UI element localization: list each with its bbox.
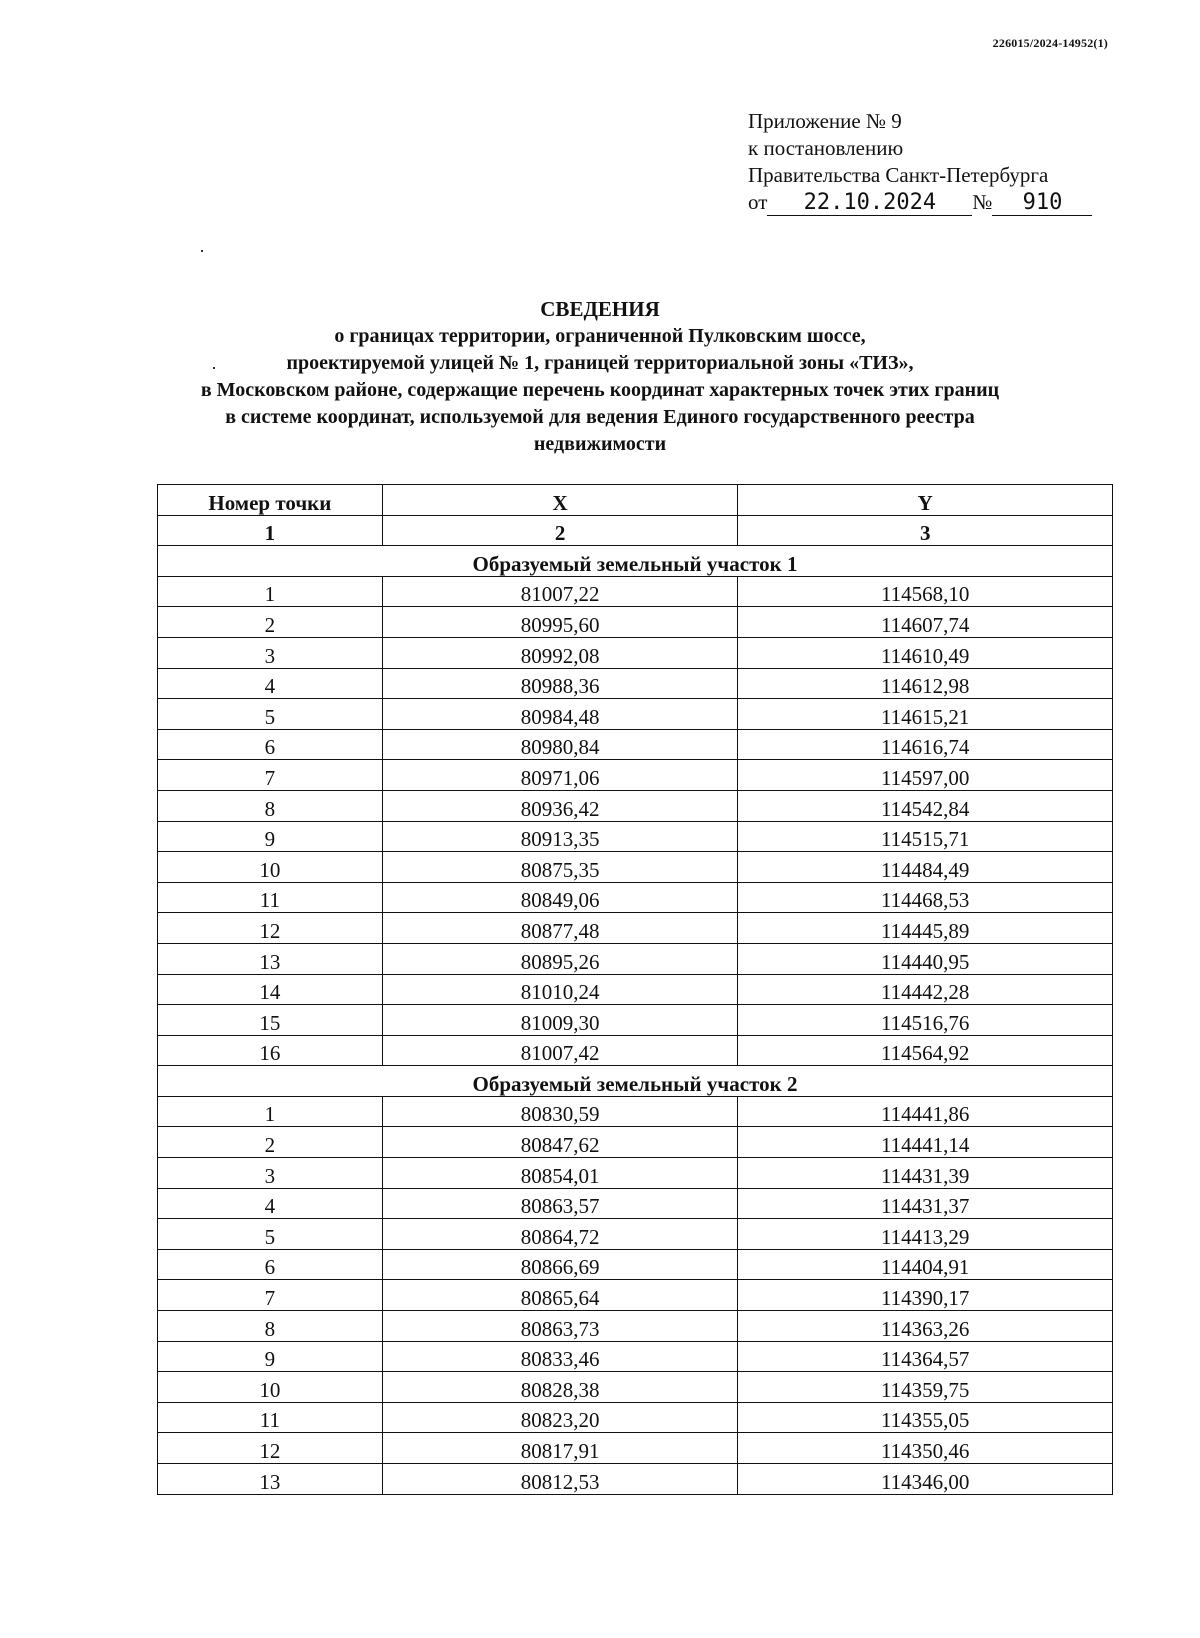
point-number-cell: 12 [158,1433,383,1464]
table-row [158,790,1113,821]
point-number-cell: 6 [158,729,383,760]
x-coordinate-cell: 80984,48 [382,699,738,730]
table-row [158,852,1113,883]
x-coordinate-cell: 80988,36 [382,668,738,699]
table-row [158,576,1113,607]
y-coordinate-cell: 114564,92 [738,1035,1113,1066]
table-row [158,668,1113,699]
point-number-cell: 13 [158,943,383,974]
column-index: 3 [738,515,1113,546]
appendix-resolution-label: к постановлению [748,136,904,160]
y-coordinate-cell: 114363,26 [738,1311,1113,1342]
table-row [158,729,1113,760]
point-number-cell: 2 [158,607,383,638]
point-number-cell: 7 [158,1280,383,1311]
table-header-row [158,485,1113,516]
x-coordinate-cell: 80936,42 [382,790,738,821]
point-number-cell: 5 [158,1219,383,1250]
y-coordinate-cell: 114607,74 [738,607,1113,638]
date-prefix: от [748,190,768,214]
point-number-cell: 15 [158,1005,383,1036]
y-coordinate-cell: 114515,71 [738,821,1113,852]
y-coordinate-cell: 114440,95 [738,943,1113,974]
table-row [158,882,1113,913]
header-y: Y [738,485,1113,516]
y-coordinate-cell: 114468,53 [738,882,1113,913]
resolution-number: 910 [992,191,1092,216]
y-coordinate-cell: 114568,10 [738,576,1113,607]
plot-header-row [158,1066,1113,1097]
table-row [158,1188,1113,1219]
title-line: о границах территории, ограниченной Пулковским шоссе, [334,325,866,347]
table-body [158,546,1113,1494]
point-number-cell: 1 [158,1096,383,1127]
coordinates-table [157,484,1113,1495]
title-line: в системе координат, используемой для ведения Единого государственного реестра [225,406,975,428]
point-number-cell: 8 [158,790,383,821]
x-coordinate-cell: 80865,64 [382,1280,738,1311]
x-coordinate-cell: 80877,48 [382,913,738,944]
table-row [158,1280,1113,1311]
table-row [158,1035,1113,1066]
title-heading: СВЕДЕНИЯ [540,297,660,321]
x-coordinate-cell: 80863,57 [382,1188,738,1219]
y-coordinate-cell: 114359,75 [738,1372,1113,1403]
x-coordinate-cell: 80817,91 [382,1433,738,1464]
x-coordinate-cell: 80823,20 [382,1402,738,1433]
x-coordinate-cell: 80828,38 [382,1372,738,1403]
appendix-block [748,108,1092,216]
table-row [158,760,1113,791]
scan-speck [201,250,203,252]
y-coordinate-cell: 114610,49 [738,637,1113,668]
y-coordinate-cell: 114431,39 [738,1158,1113,1189]
document-number: 226015/2024-14952(1) [992,36,1108,50]
table-row [158,974,1113,1005]
table-row [158,1158,1113,1189]
y-coordinate-cell: 114442,28 [738,974,1113,1005]
table-row [158,1096,1113,1127]
table-row [158,1464,1113,1495]
table-row [158,1311,1113,1342]
point-number-cell: 6 [158,1249,383,1280]
table-row [158,1005,1113,1036]
table-row [158,1249,1113,1280]
plot-name: Образуемый земельный участок 1 [158,546,1113,577]
title-line: в Московском районе, содержащие перечень координат характерных точек этих границ [200,379,1000,401]
point-number-cell: 12 [158,913,383,944]
table-row [158,1127,1113,1158]
point-number-cell: 1 [158,576,383,607]
x-coordinate-cell: 80833,46 [382,1341,738,1372]
header-point-number: Номер точки [158,485,383,516]
point-number-cell: 4 [158,668,383,699]
y-coordinate-cell: 114441,86 [738,1096,1113,1127]
column-index-row [158,515,1113,546]
y-coordinate-cell: 114615,21 [738,699,1113,730]
point-number-cell: 11 [158,1402,383,1433]
table-row [158,1341,1113,1372]
plot-name: Образуемый земельный участок 2 [158,1066,1113,1097]
appendix-number: Приложение № 9 [748,109,902,133]
y-coordinate-cell: 114431,37 [738,1188,1113,1219]
point-number-cell: 4 [158,1188,383,1219]
table-row [158,943,1113,974]
point-number-cell: 16 [158,1035,383,1066]
y-coordinate-cell: 114441,14 [738,1127,1113,1158]
y-coordinate-cell: 114413,29 [738,1219,1113,1250]
table-row [158,1219,1113,1250]
column-index: 1 [158,515,383,546]
title-line: недвижимости [533,433,667,455]
y-coordinate-cell: 114390,17 [738,1280,1113,1311]
x-coordinate-cell: 80849,06 [382,882,738,913]
y-coordinate-cell: 114516,76 [738,1005,1113,1036]
x-coordinate-cell: 81009,30 [382,1005,738,1036]
x-coordinate-cell: 81007,42 [382,1035,738,1066]
x-coordinate-cell: 80863,73 [382,1311,738,1342]
point-number-cell: 10 [158,852,383,883]
x-coordinate-cell: 80875,35 [382,852,738,883]
table-row [158,637,1113,668]
x-coordinate-cell: 80866,69 [382,1249,738,1280]
header-x: X [382,485,738,516]
point-number-cell: 3 [158,637,383,668]
point-number-cell: 9 [158,821,383,852]
table-row [158,1402,1113,1433]
y-coordinate-cell: 114346,00 [738,1464,1113,1495]
plot-header-row [158,546,1113,577]
point-number-cell: 10 [158,1372,383,1403]
table-row [158,1433,1113,1464]
table-row [158,699,1113,730]
point-number-cell: 9 [158,1341,383,1372]
y-coordinate-cell: 114350,46 [738,1433,1113,1464]
y-coordinate-cell: 114484,49 [738,852,1113,883]
resolution-date: 22.10.2024 [767,191,972,216]
point-number-cell: 11 [158,882,383,913]
point-number-cell: 2 [158,1127,383,1158]
table-row [158,1372,1113,1403]
point-number-cell: 13 [158,1464,383,1495]
x-coordinate-cell: 80980,84 [382,729,738,760]
y-coordinate-cell: 114364,57 [738,1341,1113,1372]
y-coordinate-cell: 114404,91 [738,1249,1113,1280]
appendix-date-line [748,189,1092,216]
number-prefix: № [972,190,993,214]
appendix-government-label: Правительства Санкт-Петербурга [748,163,1049,187]
x-coordinate-cell: 80854,01 [382,1158,738,1189]
table-row [158,913,1113,944]
x-coordinate-cell: 80812,53 [382,1464,738,1495]
title-line: проектируемой улицей № 1, границей территориальной зоны «ТИЗ», [286,352,914,374]
column-index: 2 [382,515,738,546]
x-coordinate-cell: 80913,35 [382,821,738,852]
x-coordinate-cell: 80895,26 [382,943,738,974]
y-coordinate-cell: 114445,89 [738,913,1113,944]
x-coordinate-cell: 80847,62 [382,1127,738,1158]
document-title [100,296,1100,458]
x-coordinate-cell: 81010,24 [382,974,738,1005]
point-number-cell: 5 [158,699,383,730]
y-coordinate-cell: 114616,74 [738,729,1113,760]
y-coordinate-cell: 114597,00 [738,760,1113,791]
point-number-cell: 8 [158,1311,383,1342]
x-coordinate-cell: 80864,72 [382,1219,738,1250]
x-coordinate-cell: 80971,06 [382,760,738,791]
point-number-cell: 3 [158,1158,383,1189]
x-coordinate-cell: 80995,60 [382,607,738,638]
table-row [158,607,1113,638]
x-coordinate-cell: 80992,08 [382,637,738,668]
table-row [158,821,1113,852]
x-coordinate-cell: 80830,59 [382,1096,738,1127]
y-coordinate-cell: 114612,98 [738,668,1113,699]
point-number-cell: 7 [158,760,383,791]
point-number-cell: 14 [158,974,383,1005]
x-coordinate-cell: 81007,22 [382,576,738,607]
y-coordinate-cell: 114355,05 [738,1402,1113,1433]
y-coordinate-cell: 114542,84 [738,790,1113,821]
